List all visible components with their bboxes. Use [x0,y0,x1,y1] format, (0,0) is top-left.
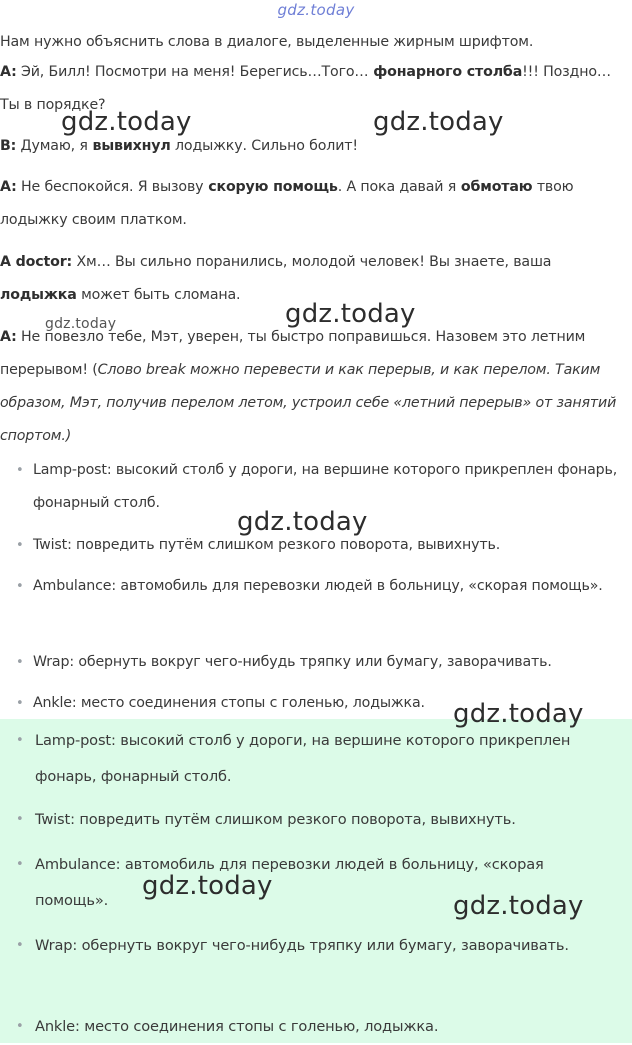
bold-term: обмотаю [456,179,533,195]
bullet-icon: • [16,938,24,953]
bold-term: вывихнул [87,138,171,154]
bullet-icon: • [16,463,24,478]
vocab-definition: Ankle: место соединения стопы с голенью, лодыжка. [35,1018,439,1035]
list-item [0,646,620,679]
speaker-label: A: [0,329,17,345]
watermark: gdz.today [61,107,192,137]
list-item [0,570,620,603]
line-text: лодыжку. Сильно болит! [170,138,358,154]
list-item [0,529,620,562]
vocab-definition: Ankle: место соединения стопы с голенью, лодыжка. [33,695,425,711]
line-text: Эй, Билл! Посмотри на меня! Берегись…Того… [16,64,369,80]
intro-text [0,26,628,59]
bullet-icon: • [16,733,24,748]
italic-note: Слово break можно перевести и как перерыв, и как перелом. Таким образом, Мэт, получив перелом летом, устроил себе «летний перерыв» от занятий спортом.) [0,362,617,444]
speaker-label: A: [0,179,17,195]
site-logo-watermark: gdz.today [277,1,355,19]
line-text: Хм… Вы сильно поранились, молодой человек! Вы знаете, ваша [72,254,552,270]
dialogue-line-a3 [0,321,628,453]
list-item [0,687,620,720]
bullet-icon: • [16,579,24,594]
list-item [0,928,620,964]
bullet-icon: • [16,812,24,827]
vocab-definition: Ambulance: автомобиль для перевозки людей в больницу, «скорая помощь». [33,578,603,594]
bullet-icon: • [16,696,24,711]
watermark: gdz.today [453,891,584,921]
watermark: gdz.today [45,316,117,332]
vocab-definition: Wrap: обернуть вокруг чего-нибудь тряпку или бумагу, заворачивать. [35,937,569,954]
dialogue-line-a2 [0,171,628,237]
bold-term: лодыжка [0,287,77,303]
highlighted-answer-block [0,719,632,1043]
bold-term: скорую помощь [203,179,338,195]
dialogue-line-doctor [0,246,628,312]
vocab-definition: Ambulance: автомобиль для перевозки людей в больницу, «скорая помощь». [35,856,544,909]
watermark: gdz.today [285,299,416,329]
line-text: может быть сломана. [76,287,241,303]
dialogue-line-b1 [0,130,628,163]
speaker-label: A doctor: [0,254,73,270]
line-text: !!! Поздно… Ты в порядке? [0,64,611,113]
line-text: Не беспокойся. Я вызову [16,179,204,195]
vocab-definition: Twist: повредить путём слишком резкого поворота, вывихнуть. [33,537,501,553]
bullet-icon: • [16,655,24,670]
line-text: Не повезло тебе, Мэт, уверен, ты быстро поправишься. Назовем это летним перерывом! ( [0,329,586,378]
list-item [0,802,620,838]
watermark: gdz.today [237,507,368,537]
list-item [0,1009,620,1045]
line-text: . А пока давай я [337,179,457,195]
list-item [0,847,620,919]
line-text: твою лодыжку своим платком. [0,179,574,228]
list-item [0,723,620,795]
watermark: gdz.today [453,699,584,729]
vocab-definition: Lamp-post: высокий столб у дороги, на вершине которого прикреплен фонарь, фонарный столб. [35,732,571,785]
dialogue-line-a1 [0,56,628,122]
watermark: gdz.today [142,871,273,901]
bold-term: фонарного столба [368,64,523,80]
list-item [0,454,620,520]
watermark: gdz.today [373,107,504,137]
bullet-icon: • [16,1019,24,1034]
vocab-definition: Lamp-post: высокий столб у дороги, на вершине которого прикреплен фонарь, фонарный столб. [33,462,618,511]
intro-line: Нам нужно объяснить слова в диалоге, выделенные жирным шрифтом. [0,34,534,50]
speaker-label: B: [0,138,17,154]
bullet-icon: • [16,857,24,872]
speaker-label: A: [0,64,17,80]
vocab-definition: Twist: повредить путём слишком резкого поворота, вывихнуть. [35,811,516,828]
line-text: Думаю, я [16,138,88,154]
vocab-definition: Wrap: обернуть вокруг чего-нибудь тряпку или бумагу, заворачивать. [33,654,552,670]
bullet-icon: • [16,538,24,553]
